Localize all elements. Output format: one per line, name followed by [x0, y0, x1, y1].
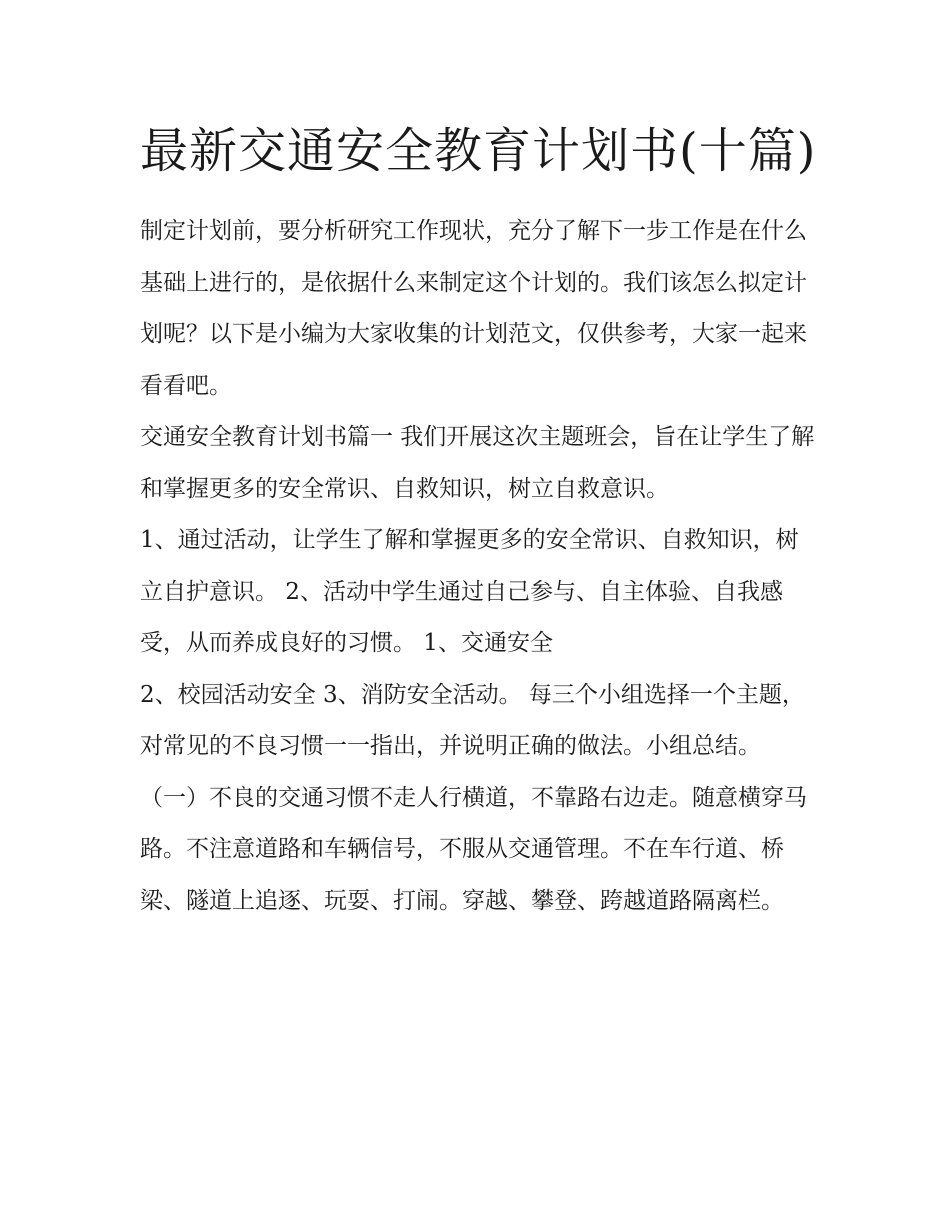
document-body [140, 114, 820, 927]
paragraph-goals: 1、通过活动，让学生了解和掌握更多的安全常识、自救知识，树立自护意识。 2、活动中学生通过自己参与、自主体验、自我感受，从而养成良好的习惯。 1、交通安全 [140, 527, 799, 656]
paragraph-section-one: 交通安全教育计划书篇一 我们开展这次主题班会，旨在让学生了解和掌握更多的安全常识、自救知识，树立自救意识。 [140, 424, 815, 502]
document-title: 最新交通安全教育计划书(十篇) [140, 123, 817, 179]
paragraph-activities: 2、校园活动安全 3、消防安全活动。 每三个小组选择一个主题，对常见的不良习惯一一指出，并说明正确的做法。小组总结。 [140, 681, 805, 759]
paragraph-intro: 制定计划前，要分析研究工作现状，充分了解下一步工作是在什么基础上进行的，是依据什么来制定这个计划的。我们该怎么拟定计划呢？以下是小编为大家收集的计划范文，仅供参考，大家一起来看看吧。 [140, 218, 807, 399]
paragraph-bad-habits: （一）不良的交通习惯不走人行横道，不靠路右边走。随意横穿马路。不注意道路和车辆信号，不服从交通管理。不在车行道、桥梁、隧道上追逐、玩耍、打闹。穿越、攀登、跨越道路隔离栏。 [140, 784, 807, 914]
